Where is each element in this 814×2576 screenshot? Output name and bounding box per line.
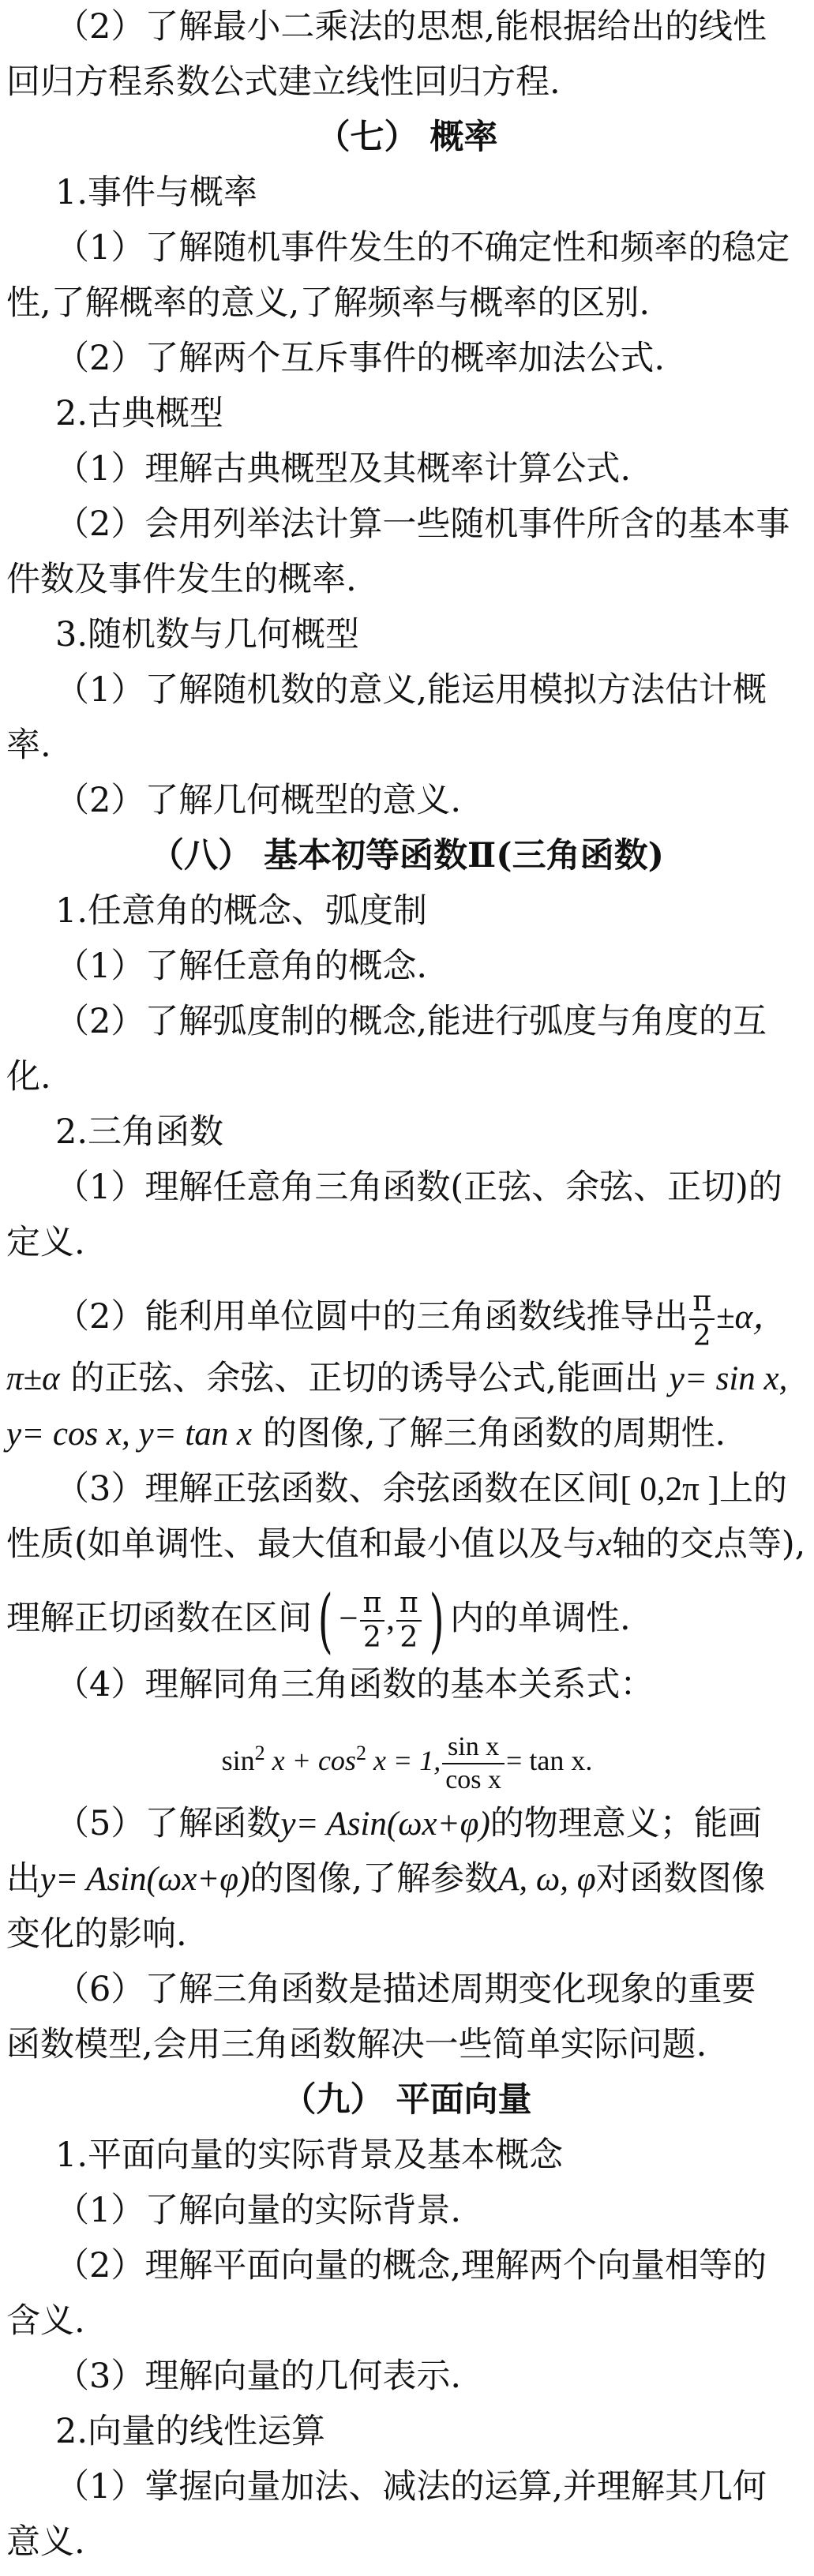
text-line [55,1285,787,1352]
math-text: x + cos [272,1745,356,1776]
text-line: （6）了解三角函数是描述周期变化现象的重要 [55,1970,756,2009]
text-line [6,1412,726,1456]
fraction-denominator: 2 [362,1622,381,1654]
text-line [55,1467,787,1511]
text-line: 变化的影响. [6,1914,187,1954]
fraction-numerator: π [396,1589,422,1622]
math-text: x = 1, [373,1745,441,1776]
subsection-title: 3.随机数与几何概型 [55,615,360,654]
text-line: （3）理解向量的几何表示. [55,2357,462,2396]
math-text: . [585,1745,593,1776]
text-span: 轴的交点等), [611,1524,806,1564]
math-expression: y= Asin(ωx+φ) [280,1805,490,1843]
text-line: （2）了解弧度制的概念,能进行弧度与角度的互 [55,1002,767,1041]
text-span: 的图像,了解三角函数的周期性. [262,1414,726,1453]
text-line: （1）了解随机数的意义,能运用模拟方法估计概 [55,670,767,710]
text-line: （2）会用列举法计算一些随机事件所含的基本事 [55,504,790,544]
text-line: （1）了解随机事件发生的不确定性和频率的稳定 [55,228,790,268]
text-line: 率. [6,726,51,765]
comma: , [386,1600,396,1637]
text-span: 的物理意义；能画 [490,1804,762,1843]
fraction-numerator: π [689,1288,715,1320]
left-paren: ( [317,1580,333,1661]
text-line: （1）理解任意角三角函数(正弦、余弦、正切)的 [55,1168,782,1207]
section-heading-vectors: （九） 平面向量 [282,2080,532,2120]
text-span: 的图像,了解参数 [249,1859,499,1899]
text-line: （2）理解平面向量的概念,理解两个向量相等的 [55,2246,767,2285]
text-span: （3）理解正弦函数、余弦函数在区间 [55,1469,621,1509]
subsection-title: 1.平面向量的实际背景及基本概念 [55,2135,564,2175]
fraction-sin-over-cos [442,1731,505,1794]
text-span: 出 [6,1859,40,1899]
text-line: （1）了解向量的实际背景. [55,2191,462,2230]
text-line: 定义. [6,1223,85,1262]
text-span: 对函数图像 [595,1859,766,1899]
text-line [6,1580,631,1661]
text-line: 意义. [6,2522,85,2562]
math-expression: A, ω, φ [498,1861,596,1898]
math-expression: π±α [6,1360,60,1397]
math-variable: x [596,1526,612,1563]
text-line: 回归方程系数公式建立线性回归方程. [6,62,561,102]
text-line: （1）理解古典概型及其概率计算公式. [55,449,632,489]
text-span: 内的单调性. [450,1599,631,1638]
trig-identity-formula [0,1710,814,1797]
text-line: 含义. [6,2301,85,2341]
math-expression: ±α， [716,1299,787,1336]
fraction-numerator: π [360,1589,385,1622]
text-line: （2）了解几何概型的意义. [55,781,462,820]
section-heading-probability: （七） 概率 [316,118,498,157]
text-line: （4）理解同角三角函数的基本关系式： [55,1665,655,1704]
text-span: （2）能利用单位圆中的三角函数线推导出 [55,1297,688,1337]
text-span: 理解正切函数在区间 [6,1599,312,1638]
subsection-title: 2.三角函数 [55,1112,224,1152]
math-expression: y= cos x, y= tan x [6,1415,253,1453]
minus-sign: − [339,1600,358,1637]
fraction-denominator: cos x [445,1764,502,1794]
fraction-numerator: sin x [442,1734,505,1764]
subsection-title: 1.任意角的概念、弧度制 [55,891,428,931]
math-expression: y= Asin(ωx+φ) [40,1861,250,1898]
fraction-pi-over-2 [689,1285,715,1352]
text-line: 化. [6,1057,51,1097]
text-line [6,1522,805,1566]
text-line: 函数模型,会用三角函数解决一些简单实际问题. [6,2025,707,2064]
text-span: 性质(如单调性、最大值和最小值以及与 [6,1524,597,1564]
math-text: = tan x [506,1745,586,1776]
text-line: 性,了解概率的意义,了解频率与概率的区别. [6,283,651,323]
fraction-pi-over-2 [396,1589,422,1652]
superscript: 2 [254,1742,265,1764]
text-span: 上的 [718,1469,787,1509]
math-interval: [ 0,2π ] [620,1471,719,1508]
text-line [6,1857,766,1901]
text-line: 件数及事件发生的概率. [6,560,357,599]
subsection-title: 2.古典概型 [55,394,224,433]
subsection-title: 1.事件与概率 [55,173,258,212]
text-line [6,1356,787,1400]
text-span: 的正弦、余弦、正切的诱导公式,能画出 [70,1359,659,1398]
text-span: （5）了解函数 [55,1804,281,1843]
section-heading-trig: （八） 基本初等函数Ⅱ(三角函数) [150,836,664,876]
superscript: 2 [355,1742,366,1764]
text-line: （2）了解两个互斥事件的概率加法公式. [55,339,666,378]
math-text: sin [221,1745,255,1776]
text-line: （1）了解任意角的概念. [55,947,428,986]
subsection-title: 2.向量的线性运算 [55,2412,326,2451]
right-paren: ) [429,1580,445,1661]
text-line: （2）了解最小二乘法的思想,能根据给出的线性 [55,7,767,47]
fraction-pi-over-2 [360,1589,385,1652]
fraction-denominator: 2 [692,1320,711,1352]
math-expression: y= sin x, [669,1360,788,1397]
text-line [55,1802,762,1846]
fraction-denominator: 2 [399,1622,418,1654]
text-line: （1）掌握向量加法、减法的运算,并理解其几何 [55,2467,767,2507]
